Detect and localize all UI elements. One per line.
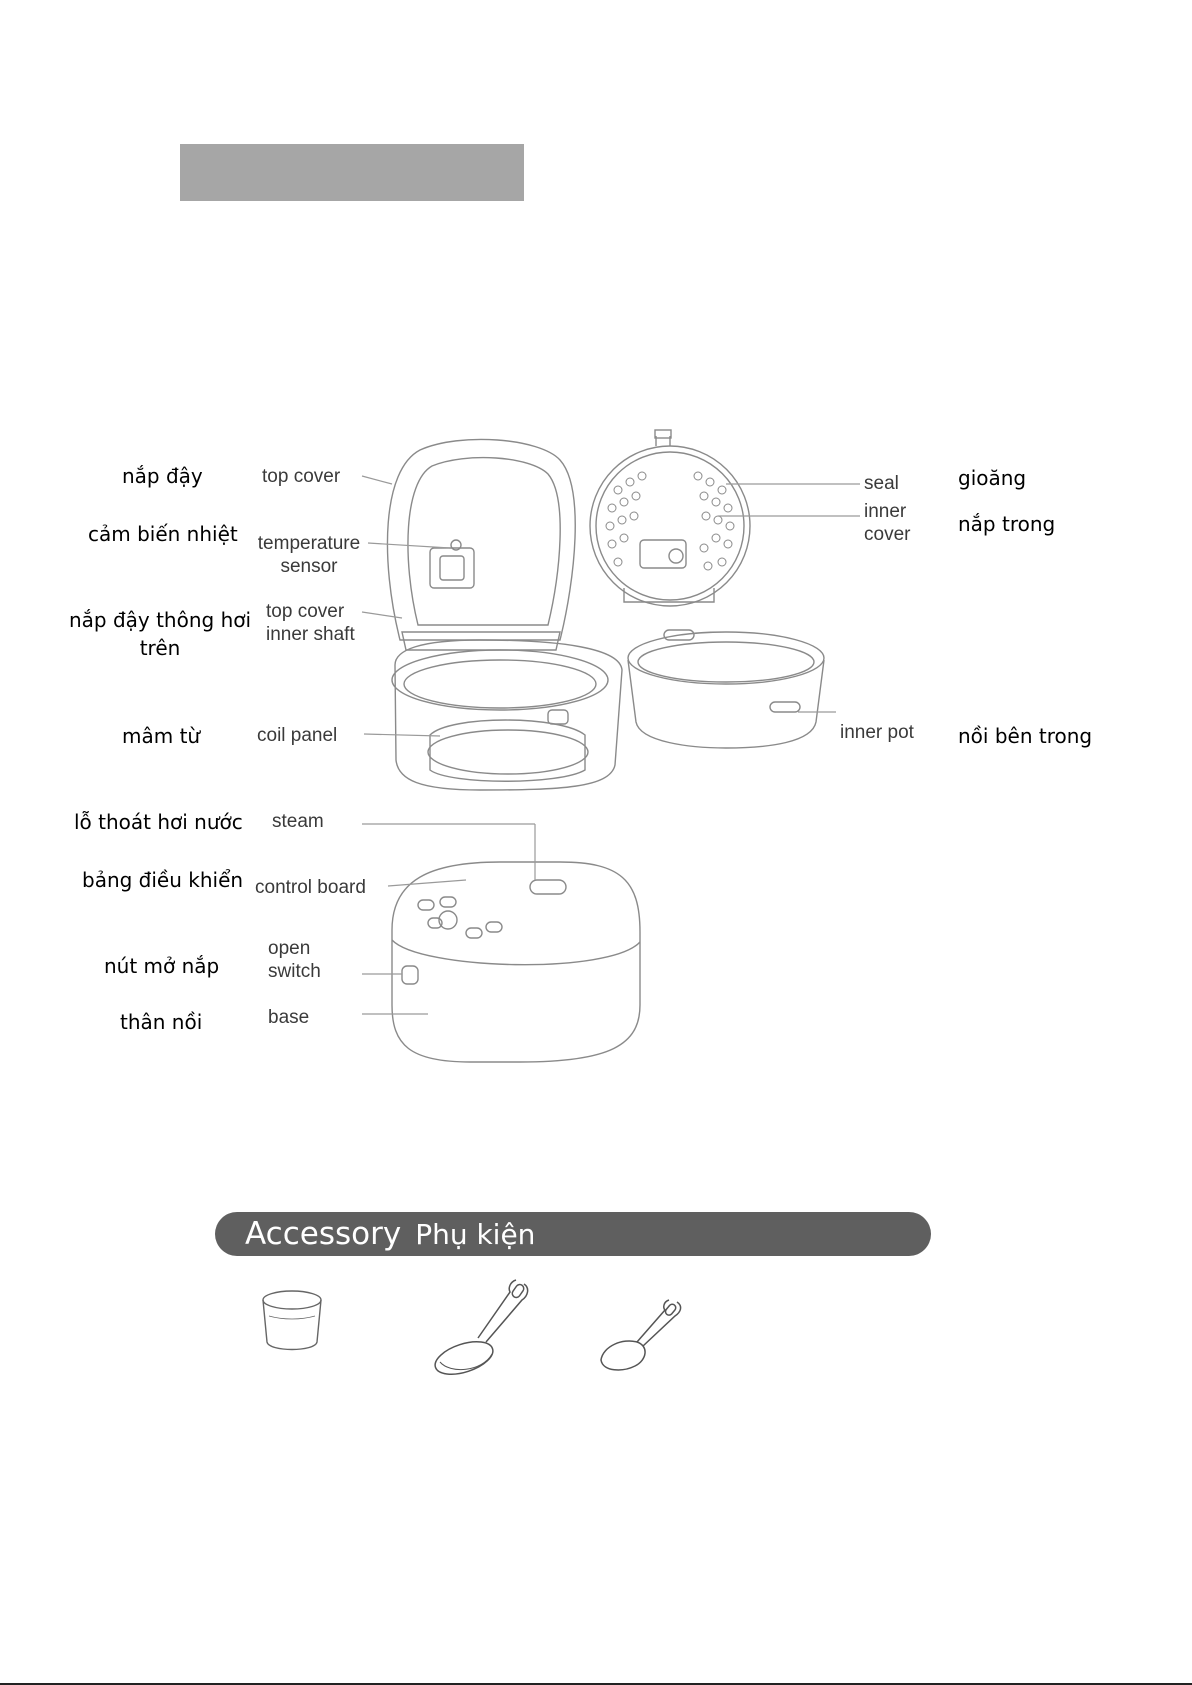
- leader-lines: [362, 476, 860, 1014]
- label-vn-base: thân nồi: [120, 1010, 203, 1034]
- label-vn-control-board: bảng điều khiển: [82, 868, 244, 892]
- inner-cover-illustration: [590, 430, 750, 606]
- label-en-top-cover: top cover: [262, 466, 341, 487]
- label-vn-open-switch: nút mở nắp: [104, 954, 220, 978]
- label-en-open-switch-line2: switch: [268, 961, 321, 982]
- inner-pot-illustration: [628, 630, 824, 748]
- accessory-title-vn: Phụ kiện: [415, 1217, 536, 1251]
- label-en-base: base: [268, 1007, 310, 1028]
- open-lid-illustration: [387, 439, 575, 650]
- label-vn-top-cover: nắp đậy: [122, 464, 203, 488]
- soup-ladle-icon: [430, 1276, 535, 1381]
- label-vn-inner-cover: nắp trong: [958, 512, 1056, 536]
- label-en-seal: seal: [864, 473, 899, 494]
- label-en-steam: steam: [272, 811, 324, 832]
- pot-body-illustration: [392, 640, 622, 790]
- label-en-temperature-sensor: [248, 532, 370, 578]
- label-vn-coil-panel: mâm từ: [122, 724, 201, 748]
- label-en-inner-pot: inner pot: [840, 722, 914, 743]
- accessory-title-en: Accessory: [245, 1216, 402, 1252]
- label-vn-steam: lỗ thoát hơi nước: [74, 810, 243, 834]
- rice-spoon-icon: [597, 1298, 687, 1378]
- label-vn-top-cover-inner-shaft: [60, 608, 260, 660]
- label-vn-seal: gioăng: [958, 466, 1027, 490]
- label-en-temperature-sensor-line1: temperature: [257, 533, 361, 554]
- measuring-cup-icon: [255, 1286, 330, 1361]
- label-en-inner-cover-line2: cover: [864, 524, 911, 545]
- label-vn-inner-pot: nồi bên trong: [958, 724, 1093, 748]
- label-en-top-cover-inner-shaft-line2: inner shaft: [266, 624, 355, 645]
- label-vn-top-cover-inner-shaft-line1: nắp đậy thông hơi: [68, 608, 252, 632]
- label-en-open-switch-line1: open: [268, 938, 311, 959]
- label-vn-top-cover-inner-shaft-line2: trên: [139, 636, 181, 660]
- label-en-top-cover-inner-shaft: [266, 600, 355, 646]
- label-en-temperature-sensor-line2: sensor: [280, 556, 338, 577]
- closed-cooker-illustration: [392, 862, 640, 1062]
- label-en-top-cover-inner-shaft-line1: top cover: [266, 601, 345, 622]
- label-en-control-board: control board: [255, 877, 366, 898]
- label-vn-temperature-sensor: cảm biến nhiệt: [88, 522, 238, 546]
- label-en-coil-panel: coil panel: [257, 725, 338, 746]
- accessory-header: [215, 1212, 931, 1256]
- label-en-inner-cover-line1: inner: [864, 501, 907, 522]
- label-en-inner-cover: [864, 500, 910, 546]
- label-en-open-switch: [268, 937, 321, 983]
